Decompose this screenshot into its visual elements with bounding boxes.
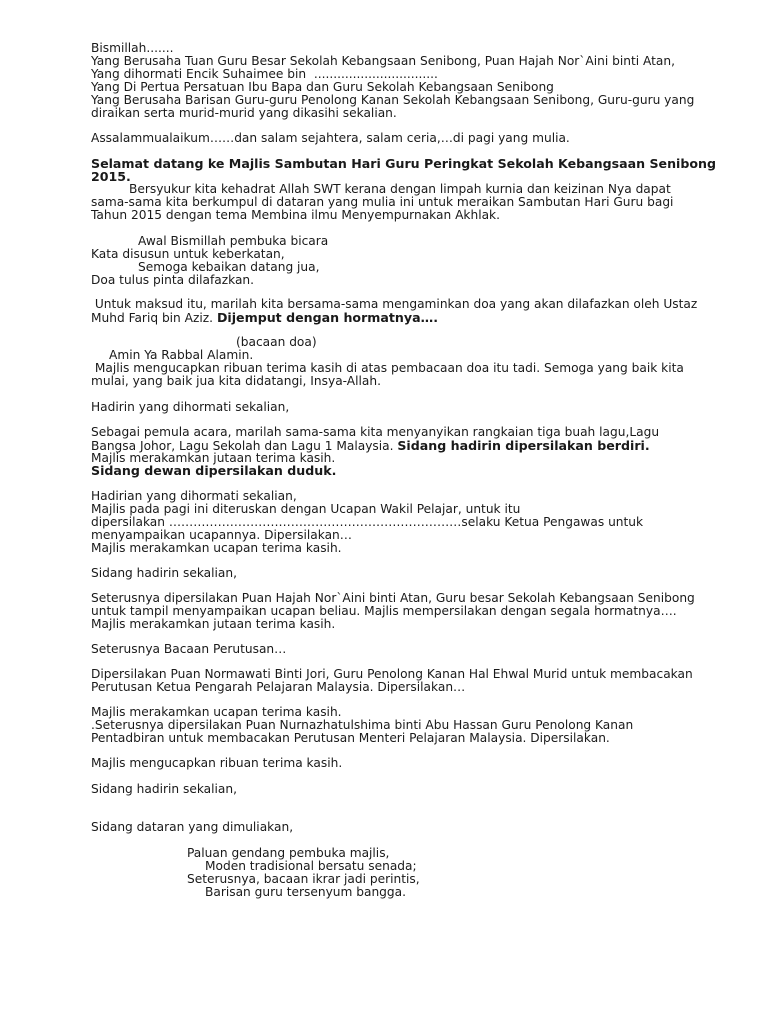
address-line: Sidang dataran yang dimuliakan,: [91, 820, 294, 834]
paragraph-line: Majlis mengucapkan ribuan terima kasih.: [91, 756, 343, 770]
welcome-heading: Selamat datang ke Majlis Sambutan Hari Guru Peringkat Sekolah Kebangsaan Senibong: [91, 156, 717, 171]
paragraph-line: Dipersilakan Puan Normawati Binti Jori, Guru Penolong Kanan Hal Ehwal Murid untuk membacakan: [91, 667, 693, 681]
paragraph-line: .Seterusnya dipersilakan Puan Nurnazhatulshima binti Abu Hassan Guru Penolong Kanan: [91, 718, 634, 732]
paragraph-line: Majlis pada pagi ini diteruskan dengan Ucapan Wakil Pelajar, untuk itu: [91, 502, 521, 516]
paragraph-line: mulai, yang baik jua kita didatangi, Insya-Allah.: [91, 374, 381, 388]
poem-line: Seterusnya, bacaan ikrar jadi perintis,: [187, 872, 420, 886]
welcome-heading: 2015.: [91, 169, 131, 184]
paragraph-line: Majlis mengucapkan ribuan terima kasih di atas pembacaan doa itu tadi. Semoga yang baik kita: [91, 361, 684, 375]
instruction-emphasis: Sidang dewan dipersilakan duduk.: [91, 463, 337, 478]
greeting-bismillah: Bismillah.......: [91, 41, 174, 55]
paragraph-line: dipersilakan ………………………………………………………………selaku Ketua Pengawas untuk: [91, 515, 644, 529]
address-line: Sidang hadirin sekalian,: [91, 566, 237, 580]
salutation-line: Yang Di Pertua Persatuan Ibu Bapa dan Guru Sekolah Kebangsaan Senibong: [91, 80, 554, 94]
paragraph-line: Majlis merakamkan ucapan terima kasih.: [91, 541, 342, 555]
paragraph-line: menyampaikan ucapannya. Dipersilakan…: [91, 528, 352, 542]
salutation-line: Yang Berusaha Barisan Guru-guru Penolong Kanan Sekolah Kebangsaan Senibong, Guru-guru yang: [91, 93, 695, 107]
poem-line: Paluan gendang pembuka majlis,: [187, 846, 390, 860]
salutation-line: Yang dihormati Encik Suhaimee bin ................................: [91, 67, 438, 81]
poem-line: Barisan guru tersenyum bangga.: [205, 885, 406, 899]
salutation-line: diraikan serta murid-murid yang dikasihi sekalian.: [91, 106, 397, 120]
paragraph-line: Bersyukur kita kehadrat Allah SWT kerana dengan limpah kurnia dan keizinan Nya dapat: [129, 182, 671, 196]
paragraph-line: Seterusnya dipersilakan Puan Hajah Nor`Aini binti Atan, Guru besar Sekolah Kebangsaan Senibong: [91, 591, 695, 605]
poem-line: Moden tradisional bersatu senada;: [205, 859, 417, 873]
paragraph-line: Majlis merakamkan ucapan terima kasih.: [91, 705, 342, 719]
paragraph-line: Tahun 2015 dengan tema Membina ilmu Menyempurnakan Akhlak.: [91, 208, 500, 222]
paragraph-line: sama-sama kita berkumpul di dataran yang mulia ini untuk meraikan Sambutan Hari Guru bagi: [91, 195, 674, 209]
address-line: Sidang hadirin sekalian,: [91, 782, 237, 796]
poem-line: Kata disusun untuk keberkatan,: [91, 247, 285, 261]
greeting-assalammualaikum: Assalammualaikum……dan salam sejahtera, salam ceria,…di pagi yang mulia.: [91, 131, 570, 145]
paragraph-line: Seterusnya Bacaan Perutusan…: [91, 642, 287, 656]
stage-direction: (bacaan doa): [236, 335, 317, 349]
paragraph-text: Muhd Fariq bin Aziz.: [91, 311, 217, 325]
paragraph-line: Pentadbiran untuk membacakan Perutusan Menteri Pelajaran Malaysia. Dipersilakan.: [91, 731, 610, 745]
paragraph-line: Perutusan Ketua Pengarah Pelajaran Malaysia. Dipersilakan…: [91, 680, 466, 694]
paragraph-line: Sebagai pemula acara, marilah sama-sama kita menyanyikan rangkaian tiga buah lagu,Lagu: [91, 425, 660, 439]
paragraph-text: Bangsa Johor, Lagu Sekolah dan Lagu 1 Malaysia.: [91, 439, 398, 453]
paragraph-line: untuk tampil menyampaikan ucapan beliau. Majlis mempersilakan dengan segala hormatnya….: [91, 604, 677, 618]
paragraph-line: Amin Ya Rabbal Alamin.: [109, 348, 254, 362]
address-line: Hadirin yang dihormati sekalian,: [91, 400, 290, 414]
address-line: Hadirian yang dihormati sekalian,: [91, 489, 297, 503]
poem-line: Doa tulus pinta dilafazkan.: [91, 273, 255, 287]
poem-line: Awal Bismillah pembuka bicara: [138, 234, 329, 248]
paragraph-line: [91, 311, 438, 325]
instruction-emphasis: Sidang hadirin dipersilakan berdiri.: [397, 438, 650, 453]
paragraph-line: Majlis merakamkan jutaan terima kasih.: [91, 451, 336, 465]
paragraph-line: Untuk maksud itu, marilah kita bersama-sama mengaminkan doa yang akan dilafazkan oleh Ustaz: [91, 297, 698, 311]
salutation-line: Yang Berusaha Tuan Guru Besar Sekolah Kebangsaan Senibong, Puan Hajah Nor`Aini binti Atan,: [91, 54, 675, 68]
invitation-emphasis: Dijemput dengan hormatnya….: [216, 310, 438, 325]
poem-line: Semoga kebaikan datang jua,: [138, 260, 320, 274]
paragraph-line: Majlis merakamkan jutaan terima kasih.: [91, 617, 336, 631]
